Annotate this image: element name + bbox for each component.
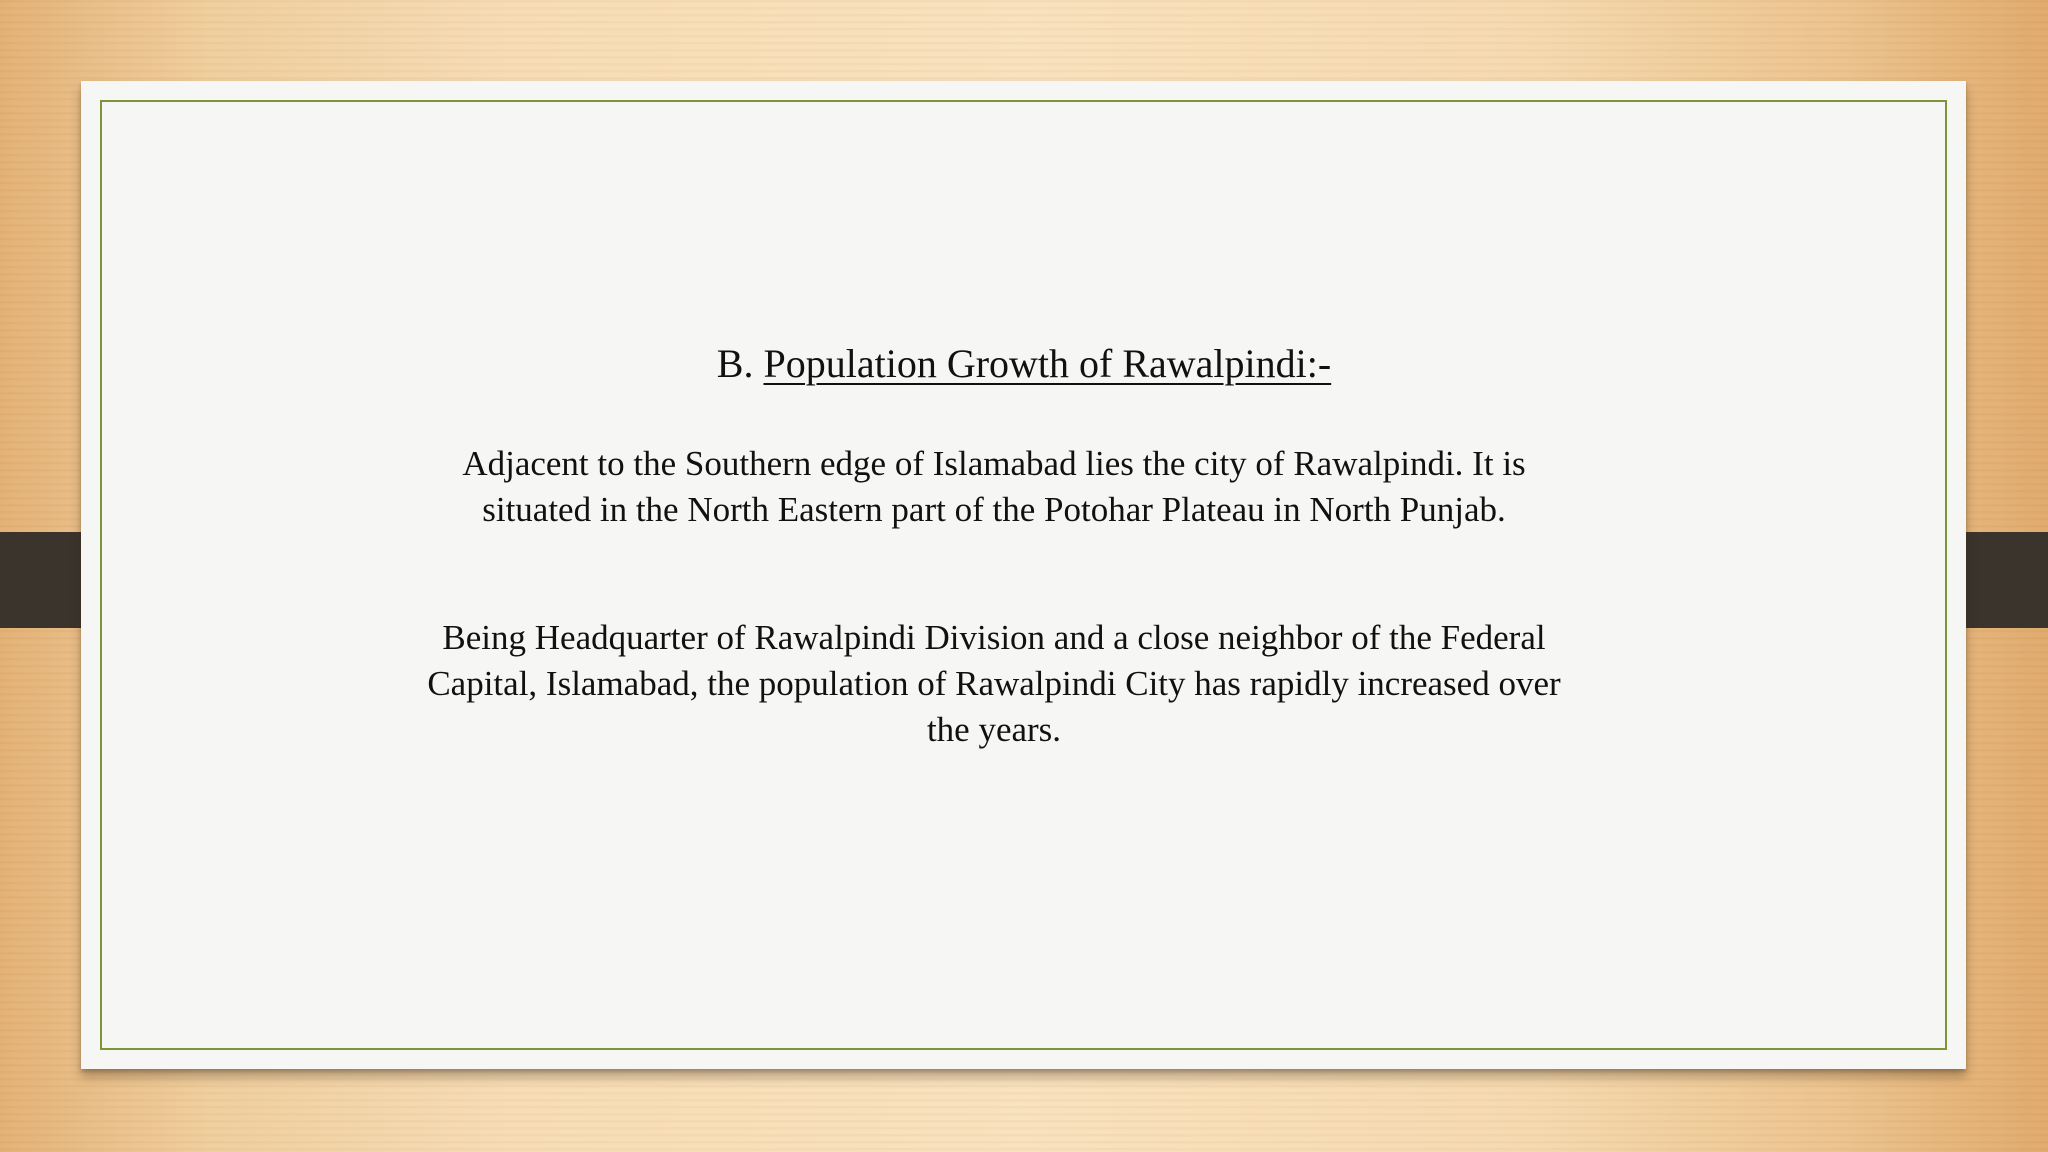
title-prefix: B.: [716, 341, 754, 386]
paragraph-population: Being Headquarter of Rawalpindi Division and a close neighbor of the Federal Capital, Islamabad, the population of Rawalpindi City has rapidly increased over the years.: [427, 618, 1561, 749]
slide-card: [81, 81, 1966, 1069]
slide-title: [0, 338, 2048, 390]
title-text: Population Growth of Rawalpindi:-: [763, 341, 1332, 386]
slide-border: [100, 100, 1947, 1050]
paragraph-location: Adjacent to the Southern edge of Islamabad lies the city of Rawalpindi. It is situated in the North Eastern part of the Potohar Plateau in North Punjab.: [462, 444, 1526, 529]
